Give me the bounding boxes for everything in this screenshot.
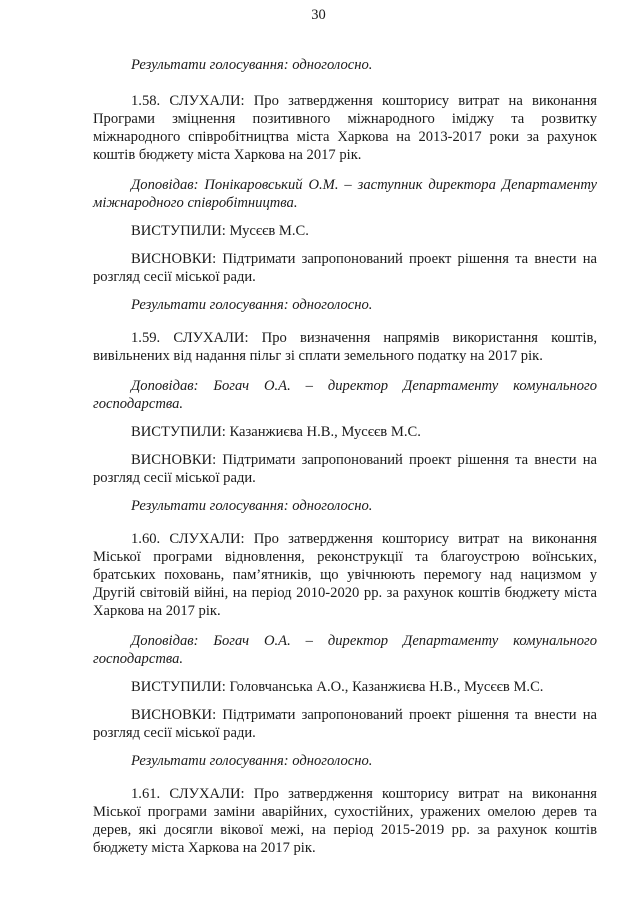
conclusions-paragraph: ВИСНОВКИ: Підтримати запропонований проект рішення та внести на розгляд сесії міської ради. (93, 707, 597, 741)
spoke-paragraph: ВИСТУПИЛИ: Казанжиєва Н.В., Мусєєв М.С. (131, 424, 421, 440)
speaker-paragraph: Доповідав: Богач О.А. – директор Департаменту комунального господарства. (93, 633, 597, 667)
agenda-item-1-61 (93, 785, 597, 857)
spacer (93, 441, 597, 451)
spoke-paragraph: ВИСТУПИЛИ: Мусєєв М.С. (131, 223, 309, 239)
voting-result: Результати голосування: одноголосно. (131, 753, 373, 769)
spacer (93, 770, 597, 785)
spacer (93, 668, 597, 678)
agenda-item-1-59 (93, 329, 597, 515)
agenda-item-1-58 (93, 92, 597, 314)
voting-result: Результати голосування: одноголосно. (131, 498, 373, 514)
voting-result: Результати голосування: одноголосно. (131, 297, 373, 313)
spoke-paragraph: ВИСТУПИЛИ: Головчанська А.О., Казанжиєва Н.В., Мусєєв М.С. (131, 679, 544, 695)
spacer (93, 74, 597, 92)
document-body (93, 56, 597, 857)
spacer (93, 314, 597, 329)
spacer (93, 164, 597, 176)
spacer (93, 365, 597, 377)
spacer (93, 742, 597, 752)
speaker-paragraph: Доповідав: Понікаровський О.М. – заступник директора Департаменту міжнародного співробітництва. (93, 177, 597, 211)
spacer (93, 413, 597, 423)
page-number: 30 (311, 7, 326, 23)
conclusions-paragraph: ВИСНОВКИ: Підтримати запропонований проект рішення та внести на розгляд сесії міської ради. (93, 452, 597, 486)
voting-result: Результати голосування: одноголосно. (131, 57, 373, 73)
spacer (93, 240, 597, 250)
spacer (93, 696, 597, 706)
spacer (93, 286, 597, 296)
spacer (93, 212, 597, 222)
heard-paragraph: 1.60. СЛУХАЛИ: Про затвердження кошторису витрат на виконання Міської програми відновлення, реконструкції та благоустрою воїнських, братських поховань, пам’ятників, що увічнюють перемогу над нацизмом у Другій світовій війні, на період 2010-2020 рр. за рахунок коштів бюджету міста Харкова на 2017 рік. (93, 531, 597, 619)
conclusions-paragraph: ВИСНОВКИ: Підтримати запропонований проект рішення та внести на розгляд сесії міської ради. (93, 251, 597, 285)
spacer (93, 620, 597, 632)
heard-paragraph: 1.61. СЛУХАЛИ: Про затвердження кошторису витрат на виконання Міської програми заміни аварійних, сухостійних, уражених омелою дерев та дерев, які досягли вікової межі, на період 2015-2019 рр. за рахунок коштів бюджету міста Харкова на 2017 рік. (93, 786, 597, 856)
heard-paragraph: 1.58. СЛУХАЛИ: Про затвердження кошторису витрат на виконання Програми зміцнення позитивного міжнародного іміджу та розвитку міжнародного співробітництва міста Харкова на 2013-2017 роки за рахунок коштів бюджету міста Харкова на 2017 рік. (93, 93, 597, 163)
heard-paragraph: 1.59. СЛУХАЛИ: Про визначення напрямів використання коштів, вивільнених від надання пільг зі сплати земельного податку на 2017 рік. (93, 330, 597, 364)
speaker-paragraph: Доповідав: Богач О.А. – директор Департаменту комунального господарства. (93, 378, 597, 412)
spacer (93, 515, 597, 530)
agenda-item-1-60 (93, 530, 597, 770)
spacer (93, 487, 597, 497)
